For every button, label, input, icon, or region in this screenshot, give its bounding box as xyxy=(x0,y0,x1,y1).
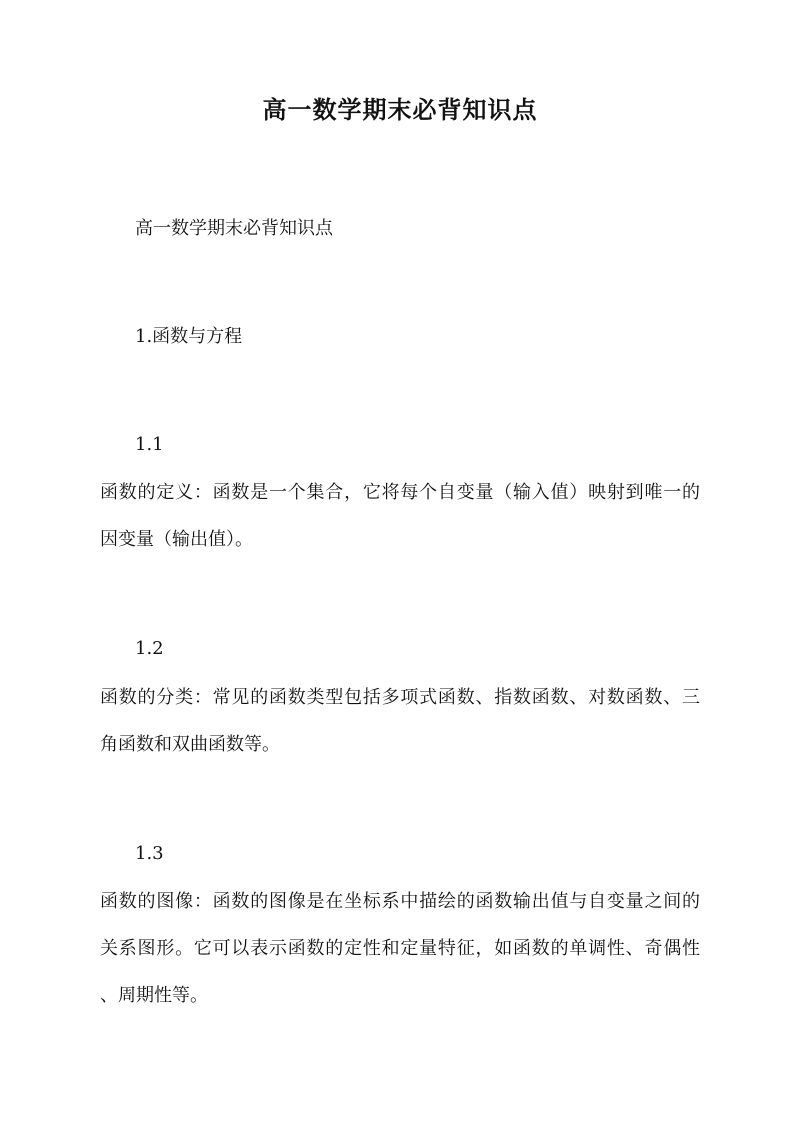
section-heading: 1.函数与方程 xyxy=(135,326,243,347)
item-number-1-2: 1.2 xyxy=(135,638,164,659)
item-1-3-line-1: 函数的图像：函数的图像是在坐标系中描绘的函数输出值与自变量之间的 xyxy=(100,891,700,912)
item-number-1-1: 1.1 xyxy=(135,434,164,455)
item-1-1-line-1: 函数的定义：函数是一个集合，它将每个自变量（输入值）映射到唯一的 xyxy=(100,482,700,503)
item-1-2-line-2: 角函数和双曲函数等。 xyxy=(100,734,280,755)
item-1-1-line-2: 因变量（输出值）。 xyxy=(100,529,253,550)
item-1-2-line-1: 函数的分类：常见的函数类型包括多项式函数、指数函数、对数函数、三 xyxy=(100,687,700,708)
item-1-3-line-3: 、周期性等。 xyxy=(100,985,208,1006)
document-title: 高一数学期末必背知识点 xyxy=(262,95,538,124)
item-number-1-3: 1.3 xyxy=(135,843,164,864)
document-subtitle: 高一数学期末必背知识点 xyxy=(135,218,333,239)
item-1-3-line-2: 关系图形。它可以表示函数的定性和定量特征，如函数的单调性、奇偶性 xyxy=(100,938,700,959)
